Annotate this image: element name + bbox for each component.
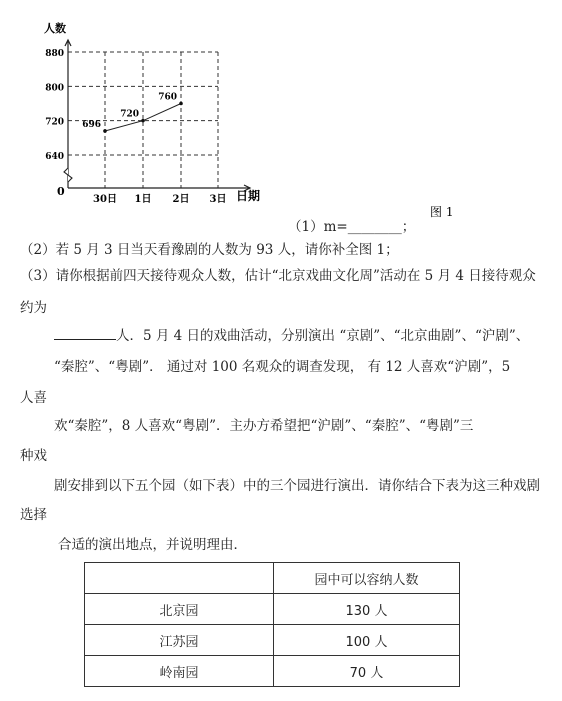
table-row <box>85 625 460 656</box>
x-tick-label: 1日 <box>134 194 152 205</box>
question-3-line-6 <box>54 416 473 436</box>
venue-capacity-table <box>84 562 460 687</box>
line-chart <box>0 0 562 225</box>
data-label: 720 <box>120 109 139 120</box>
venue-capacity: 130 人 <box>274 594 460 625</box>
x-tick-label: 3日 <box>209 194 227 205</box>
y-tick-label: 640 <box>45 152 64 162</box>
table-header-row <box>85 563 460 594</box>
question-3-line-10 <box>58 535 247 555</box>
table-header-cell: 园中可以容纳人数 <box>274 563 460 594</box>
q3-text-5: 人喜 <box>20 390 47 406</box>
x-tick-label: 30日 <box>93 194 117 205</box>
question-3-line-3 <box>54 326 529 346</box>
q3-text-6: 欢“秦腔”，8 人喜欢“粤剧”．主办方希望把“沪剧”、“秦腔”、“粤剧”三 <box>54 418 474 434</box>
question-3-line-5 <box>20 388 47 408</box>
x-axis-label: 日期 <box>236 189 261 203</box>
question-3-line-1 <box>20 266 536 286</box>
q3-text-9: 选择 <box>20 507 47 523</box>
table-row <box>85 594 460 625</box>
data-label: 696 <box>82 119 101 130</box>
question-3-line-9 <box>20 505 47 525</box>
q2-text: （2）若 5 月 3 日当天看豫剧的人数为 93 人，请你补全图 1； <box>20 242 399 258</box>
q1-text: （1）m=________； <box>288 219 416 235</box>
venue-name: 北京园 <box>85 594 274 625</box>
figure-caption: 图 1 <box>430 205 454 219</box>
axis-break-mark <box>64 168 72 182</box>
venue-name: 江苏园 <box>85 625 274 656</box>
chart-ticks <box>45 49 226 205</box>
answer-blank <box>54 339 116 340</box>
data-label: 760 <box>158 92 177 103</box>
venue-name: 岭南园 <box>85 656 274 687</box>
origin-label: 0 <box>57 185 65 198</box>
chart-axes <box>64 40 250 191</box>
data-point <box>141 119 145 123</box>
x-tick-label: 2日 <box>172 194 190 205</box>
q3-text-10: 合适的演出地点，并说明理由． <box>58 537 247 553</box>
q3-text-8: 剧安排到以下五个园（如下表）中的三个园进行演出．请你结合下表为这三种戏剧 <box>54 478 540 494</box>
question-1 <box>288 217 415 237</box>
q3-text-3: 人．5 月 4 日的戏曲活动，分别演出 “京剧”、“北京曲剧”、“沪剧”、 <box>116 328 530 344</box>
table-row <box>85 656 460 687</box>
data-point <box>179 102 183 106</box>
q3-text-7: 种戏 <box>20 448 47 464</box>
venue-capacity: 100 人 <box>274 625 460 656</box>
y-tick-label: 880 <box>45 49 64 59</box>
chart-series <box>82 93 183 133</box>
y-axis-label: 人数 <box>44 22 66 35</box>
q3-text-1: （3）请你根据前四天接待观众人数，估计“北京戏曲文化周”活动在 5 月 4 日接待观众 <box>20 268 536 284</box>
data-point <box>103 129 107 133</box>
venue-capacity: 70 人 <box>274 656 460 687</box>
question-2 <box>20 240 399 260</box>
question-3-line-7 <box>20 446 47 466</box>
y-tick-label: 720 <box>45 117 64 128</box>
question-3-line-2 <box>20 298 47 318</box>
question-3-line-8 <box>54 476 540 496</box>
q3-text-4: “秦腔”、“粤剧”． 通过对 100 名观众的调查发现， 有 12 人喜欢“沪剧”，5 <box>54 359 511 375</box>
table-header-cell <box>85 563 274 594</box>
y-tick-label: 800 <box>45 83 64 94</box>
q3-text-2: 约为 <box>20 300 47 316</box>
question-3-line-4 <box>54 357 510 377</box>
